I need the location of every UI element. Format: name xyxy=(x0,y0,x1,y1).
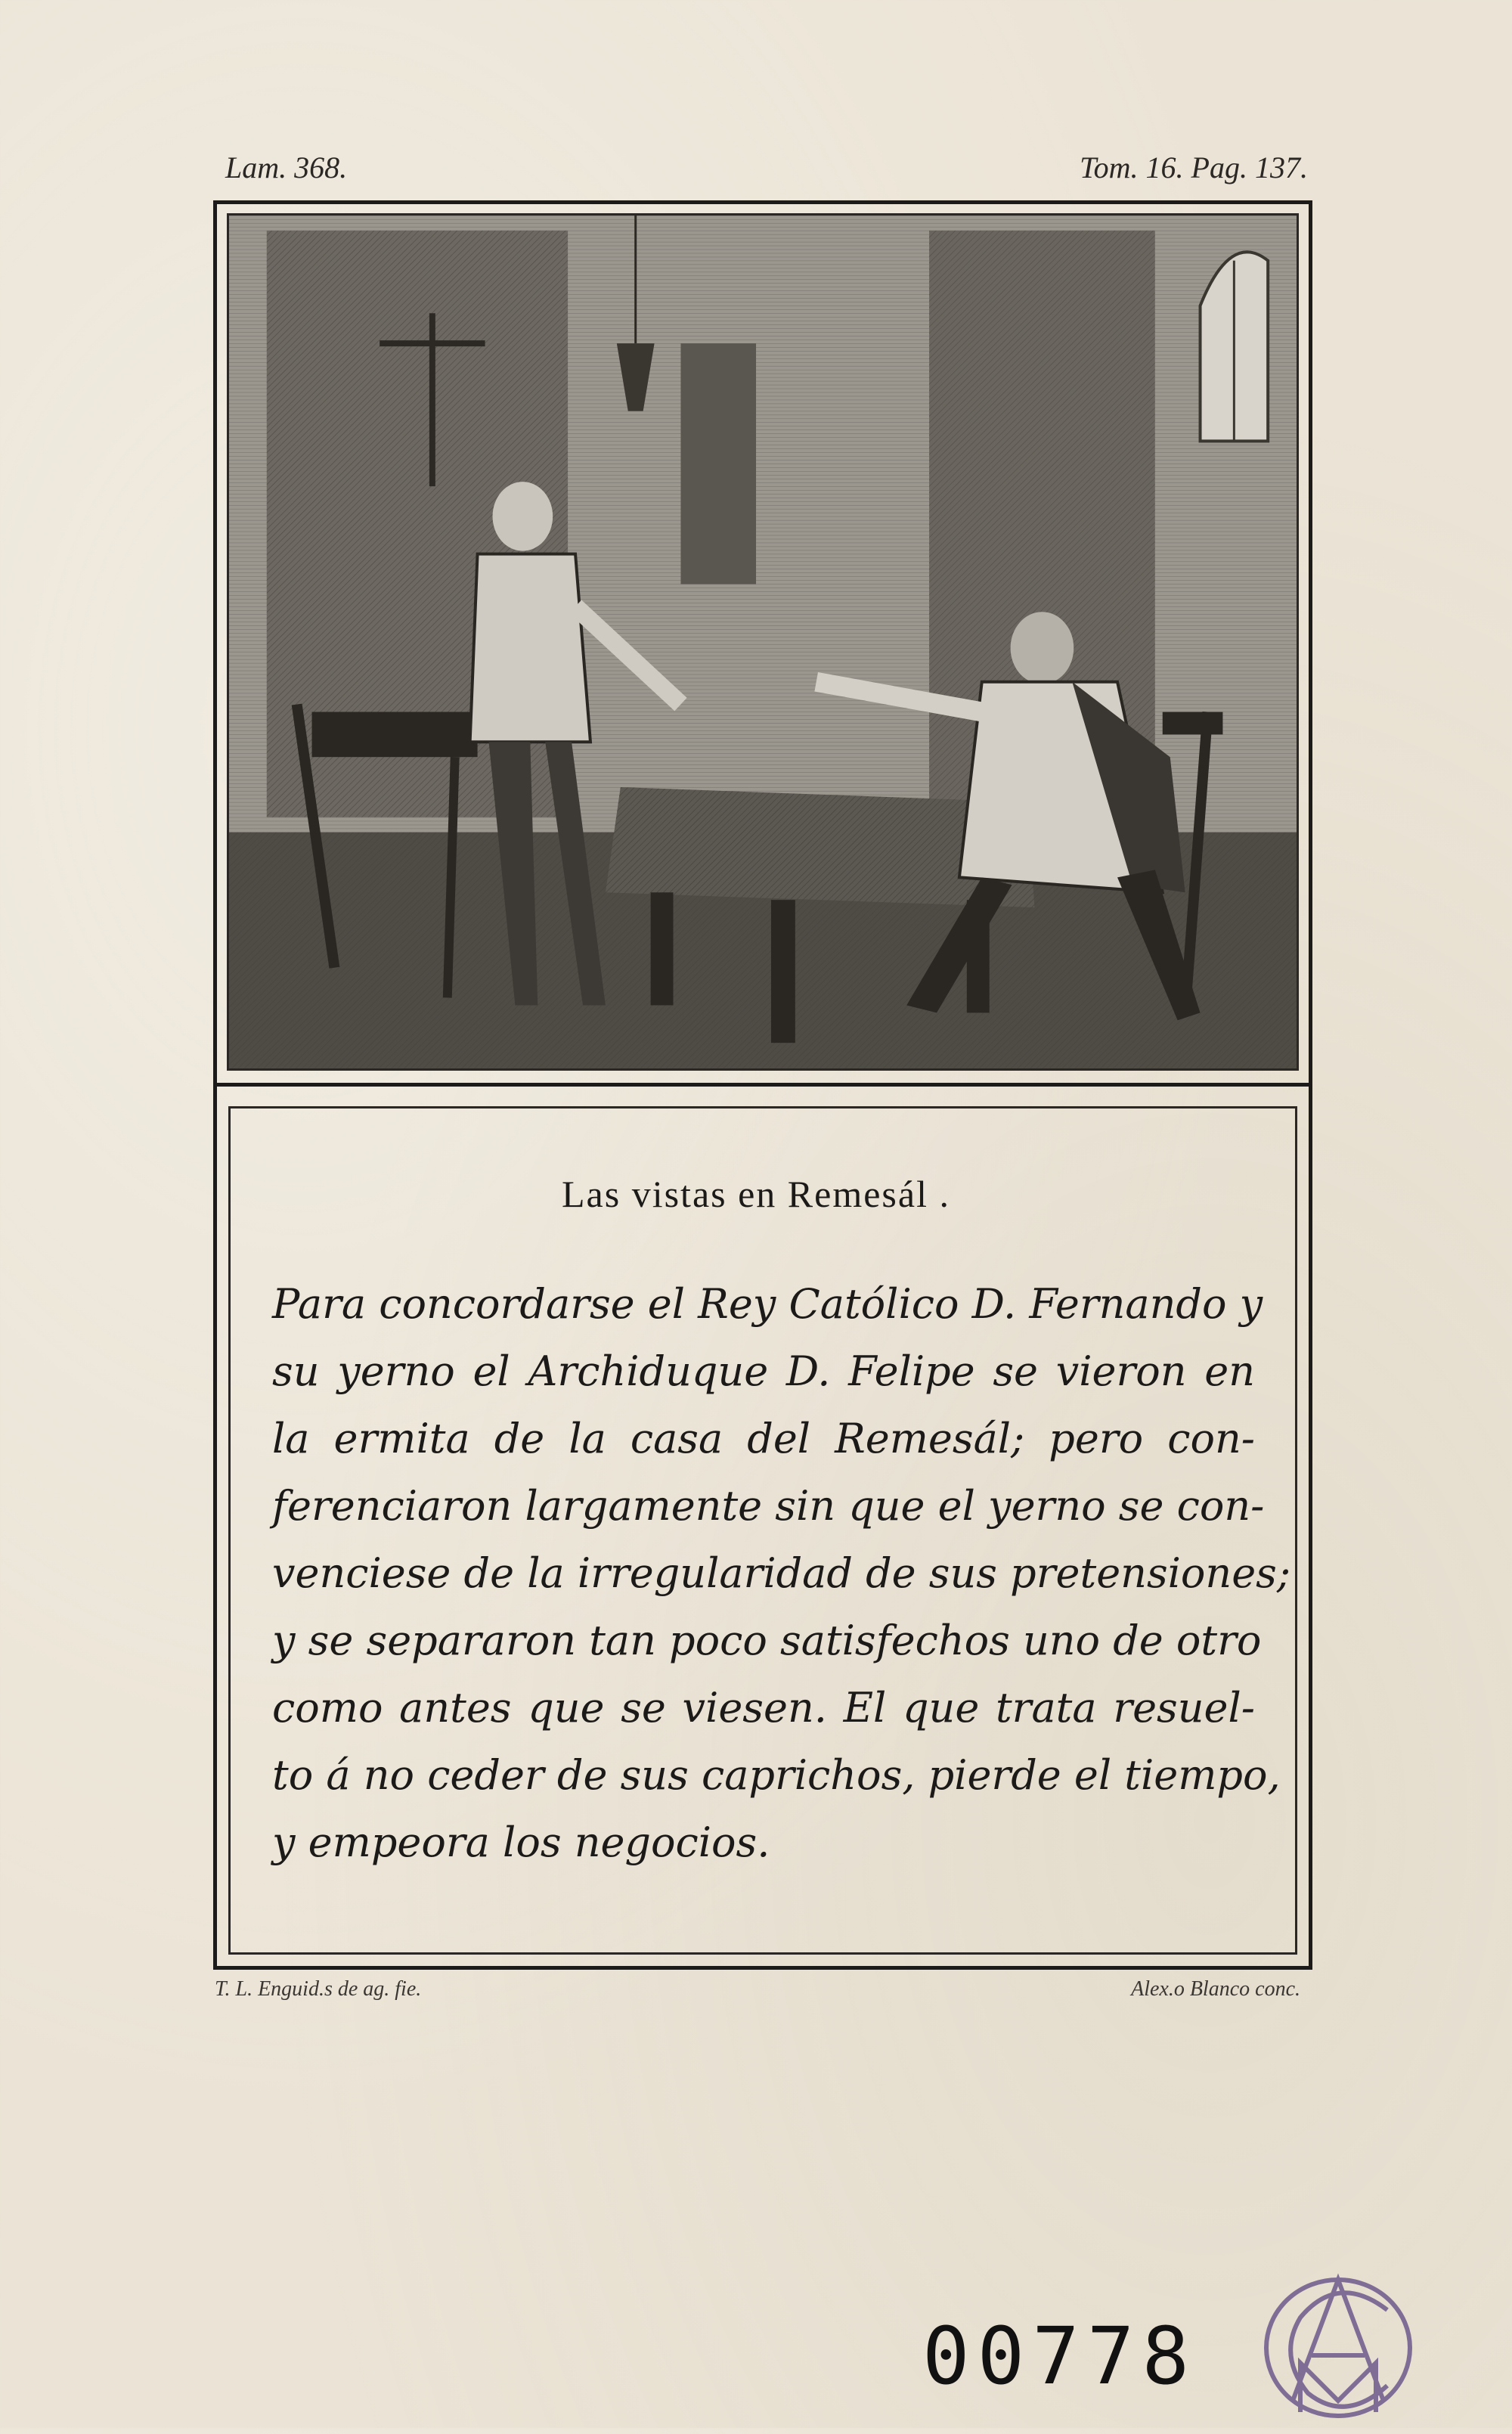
engraving-illustration xyxy=(227,213,1299,1071)
standing-knight xyxy=(493,482,553,551)
caption-line: y empeora los negocios. xyxy=(272,1819,770,1866)
caption-line: to á no ceder de sus caprichos, pierde el tiempo, xyxy=(272,1751,1281,1799)
plate-number: Lam. 368. xyxy=(225,150,348,184)
volume-page-reference: Tom. 16. Pag. 137. xyxy=(1080,150,1308,184)
caption-title: Las vistas en Remesál . xyxy=(562,1173,950,1215)
finisher-credit: Alex.o Blanco conc. xyxy=(1131,1977,1300,2001)
chair-left xyxy=(312,712,478,758)
inventory-number: 00778 xyxy=(922,2310,1198,2402)
divider-rule xyxy=(213,1083,1312,1087)
caption-line: ferenciaron largamente sin que el yerno se con- xyxy=(272,1482,1265,1530)
caption-line: y se separaron tan poco satisfechos uno de otro xyxy=(272,1617,1262,1664)
engraving-scene xyxy=(229,215,1297,1068)
caption-line: la ermita de la casa del Remesál; pero con- xyxy=(272,1415,1255,1462)
caption-line: Para concordarse el Rey Católico D. Fernando y xyxy=(272,1280,1263,1328)
caption-body xyxy=(272,1270,1291,1876)
collection-stamp xyxy=(1255,2250,1421,2431)
caption-line: su yerno el Archiduque D. Felipe se vieron en xyxy=(272,1347,1255,1395)
caption-line: venciese de la irregularidad de sus pretensiones; xyxy=(272,1549,1291,1597)
engraver-credit: T. L. Enguid.s de ag. fie. xyxy=(215,1977,422,2001)
wall-painting xyxy=(680,343,756,584)
monogram-stamp-icon xyxy=(1255,2250,1421,2431)
caption-line: como antes que se viesen. El que trata resuel- xyxy=(272,1684,1255,1732)
seated-king xyxy=(1011,612,1074,684)
